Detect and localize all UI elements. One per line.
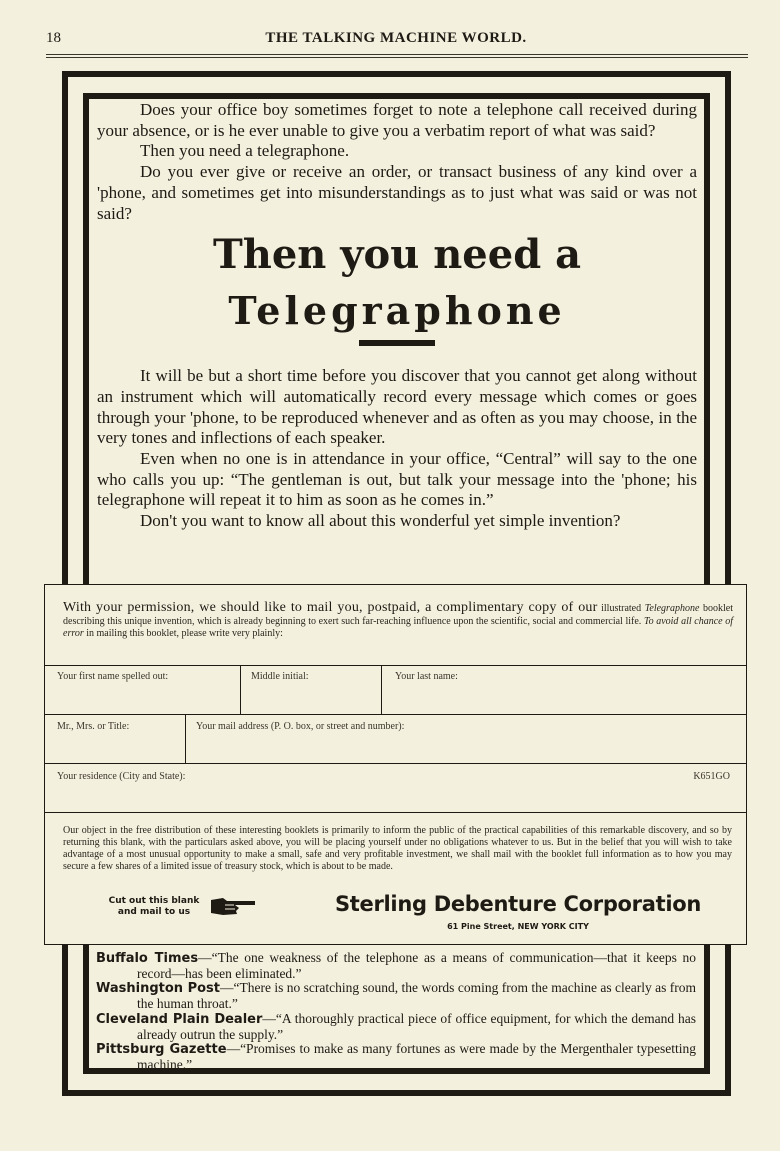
press-quote: Cleveland Plain Dealer—“A thoroughly practical piece of office equipment, for which the demand has already outrun the supply.”	[96, 1010, 696, 1042]
header-rule	[46, 54, 748, 55]
publication-title: THE TALKING MACHINE WORLD.	[265, 30, 527, 46]
ad-paragraph: Does your office boy sometimes forget to note a telephone call received during your absence, or is he ever unable to give you a verbatim report of what was said?	[97, 100, 697, 140]
ad-paragraph: Even when no one is in attendance in your office, “Central” will say to the one who calls you up: “The gentleman is out, but talk your message into the 'phone; his telegraphone will repeat it to him as soon as he comes in.”	[97, 449, 697, 510]
form-divider	[381, 665, 382, 714]
corporation-name: Sterling Debenture Corporation	[334, 892, 702, 916]
press-source: Buffalo Times	[96, 951, 199, 966]
form-rule	[45, 812, 746, 813]
ad-paragraph: Don't you want to know all about this wonderful yet simple invention?	[140, 511, 621, 531]
page-number: 18	[46, 30, 61, 46]
press-source: Washington Post	[96, 981, 221, 997]
cut-out-notice: Cut out this blank and mail to us	[108, 896, 200, 917]
pointing-hand-icon	[209, 894, 257, 918]
coupon-description: Our object in the free distribution of these interesting booklets is primarily to inform the public of the practical capabilities of this remarkable discovery, and so by returning this blank, with the particulars asked above, you will be placing yourself under no obligations whatever to us. But in the belief that you will wish to take advantage of a most unusual opportunity to make a small, safe and very profitable investment, we shall mail with the booklet full information as to how you may secure a few shares of a limited issue of treasury stock, which is about to be made.	[63, 825, 732, 872]
ad-paragraph: It will be but a short time before you discover that you cannot get along without an instrument which will automatically record every message which comes or goes through your 'phone, to be reproduced whenever and as often as you may choose, in the very tones and inflections of each speaker.	[97, 366, 697, 448]
header-rule	[46, 57, 748, 58]
form-rule	[45, 714, 746, 715]
title-field[interactable]: Mr., Mrs. or Title:	[57, 721, 130, 732]
press-quote: Pittsburg Gazette—“Promises to make as many fortunes as were made by the Mergenthaler typesetting machine.”	[96, 1041, 696, 1072]
form-rule	[45, 763, 746, 764]
form-divider	[240, 665, 241, 714]
first-name-field[interactable]: Your first name spelled out:	[57, 671, 169, 682]
headline-underline	[359, 340, 435, 346]
corporation-address: 61 Pine Street, NEW YORK CITY	[447, 922, 589, 931]
coupon-intro: With your permission, we should like to mail you, postpaid, a complimentary copy of our illustrated Telegraphone booklet describing this unique invention, which is already beginning to exert such far-reaching influence upon the scientific, social and commercial life. To avoid all chance of error in mailing this booklet, please write very plainly:	[63, 600, 734, 639]
page-header	[46, 30, 746, 50]
coupon-code: K651GO	[693, 771, 730, 782]
coupon-intro-lead: With your permission, we should like to mail you, postpaid, a complimentary copy of our	[63, 600, 598, 615]
press-quote: Washington Post—“There is no scratching sound, the words coming from the machine as clearly as from the human throat.”	[96, 980, 696, 1012]
press-source: Pittsburg Gazette	[96, 1042, 227, 1058]
mail-coupon	[44, 584, 747, 945]
headline-line-2: Telegraphone	[228, 288, 566, 334]
mail-address-field[interactable]: Your mail address (P. O. box, or street and number):	[196, 721, 405, 732]
form-rule	[45, 665, 746, 666]
ad-body	[97, 100, 697, 532]
residence-field[interactable]: Your residence (City and State):	[57, 771, 186, 782]
headline-line-1: Then you need a	[212, 231, 582, 279]
last-name-field[interactable]: Your last name:	[395, 671, 458, 682]
ad-paragraph: Then you need a telegraphone.	[140, 141, 350, 161]
press-quotes	[96, 951, 696, 1073]
press-source: Cleveland Plain Dealer	[96, 1011, 263, 1027]
form-divider	[185, 714, 186, 763]
ad-paragraph: Do you ever give or receive an order, or transact business of any kind over a 'phone, and sometimes get into misunderstandings as to just what was said or was not said?	[97, 162, 697, 223]
middle-initial-field[interactable]: Middle initial:	[251, 671, 309, 682]
press-quote: Buffalo Times—“The one weakness of the telephone as a means of communication—that it keeps no record—has been eliminated.”	[96, 950, 696, 981]
